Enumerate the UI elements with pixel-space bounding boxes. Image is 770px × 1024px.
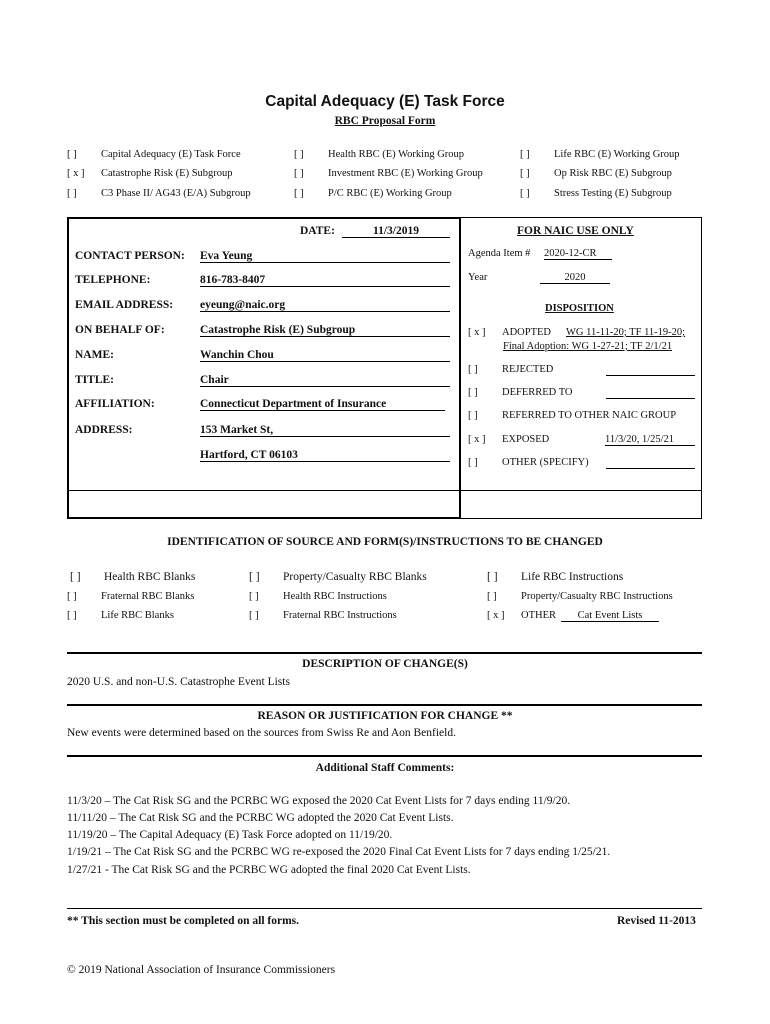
divider	[67, 704, 702, 706]
behalf-value[interactable]: Catastrophe Risk (E) Subgroup	[200, 324, 450, 337]
divider	[67, 755, 702, 757]
id-checkbox[interactable]: [ ] Health RBC Instructions	[249, 591, 387, 602]
address-label: ADDRESS:	[75, 424, 133, 436]
id-checkbox[interactable]: [ ] Life RBC Blanks	[67, 610, 174, 621]
agenda-label: Agenda Item #	[468, 248, 531, 259]
comment-line: 11/19/20 – The Capital Adequacy (E) Task Force adopted on 11/19/20.	[67, 829, 393, 841]
exposed-value: 11/3/20, 1/25/21	[605, 434, 695, 446]
rejected-line	[606, 375, 695, 376]
email-label: EMAIL ADDRESS:	[75, 299, 174, 311]
comment-line: 1/27/21 - The Cat Risk SG and the PCRBC WG adopted the final 2020 Cat Event Lists.	[67, 864, 471, 876]
affiliation-label: AFFILIATION:	[75, 398, 155, 410]
deferred-line	[606, 398, 695, 399]
disposition-other[interactable]: [ ] OTHER (SPECIFY)	[468, 457, 589, 468]
email-value[interactable]: eyeung@naic.org	[200, 299, 450, 312]
disposition-rejected[interactable]: [ ] REJECTED	[468, 364, 554, 375]
id-checkbox[interactable]: [ ] Fraternal RBC Blanks	[67, 591, 195, 602]
group-checkbox[interactable]: [ ] Health RBC (E) Working Group	[294, 149, 465, 160]
divider	[67, 908, 702, 909]
year-value[interactable]: 2020	[540, 272, 610, 284]
reason-text: New events were determined based on the sources from Swiss Re and Aon Benfield.	[67, 727, 456, 739]
id-checkbox[interactable]: [ ] Property/Casualty RBC Instructions	[487, 591, 673, 602]
id-checkbox[interactable]: [ ] Property/Casualty RBC Blanks	[249, 571, 427, 583]
title-value[interactable]: Chair	[200, 374, 450, 387]
date-value[interactable]: 11/3/2019	[342, 225, 450, 238]
comments-heading: Additional Staff Comments:	[315, 762, 455, 774]
id-checkbox-other[interactable]: [ x ] OTHER	[487, 610, 556, 621]
address-value-line2[interactable]: Hartford, CT 06103	[200, 449, 450, 462]
form-subtitle: RBC Proposal Form	[334, 115, 436, 127]
naic-heading: FOR NAIC USE ONLY	[517, 225, 634, 237]
description-text: 2020 U.S. and non-U.S. Catastrophe Event Lists	[67, 676, 290, 688]
revised-label: Revised 11-2013	[617, 915, 696, 927]
id-checkbox[interactable]: [ ] Life RBC Instructions	[487, 571, 624, 583]
disposition-heading: DISPOSITION	[545, 303, 614, 314]
adopted-value-line2: Final Adoption: WG 1-27-21; TF 2/1/21	[503, 341, 673, 352]
identification-heading: IDENTIFICATION OF SOURCE AND FORM(S)/INSTRUCTIONS TO BE CHANGED	[167, 536, 603, 548]
telephone-value[interactable]: 816-783-8407	[200, 274, 450, 287]
naic-box-divider	[461, 490, 702, 491]
group-checkbox[interactable]: [ ] Investment RBC (E) Working Group	[294, 168, 483, 179]
affiliation-value[interactable]: Connecticut Department of Insurance	[200, 398, 445, 411]
date-label: DATE:	[300, 225, 335, 237]
adopted-value: WG 11-11-20; TF 11-19-20;	[566, 327, 686, 338]
other-line	[606, 468, 695, 469]
year-label: Year	[468, 272, 488, 283]
group-checkbox[interactable]: [ ] C3 Phase II/ AG43 (E/A) Subgroup	[67, 188, 251, 199]
disposition-deferred[interactable]: [ ] DEFERRED TO	[468, 387, 573, 398]
group-checkbox[interactable]: [ ] Stress Testing (E) Subgroup	[520, 188, 672, 199]
group-checkbox[interactable]: [ ] Life RBC (E) Working Group	[520, 149, 680, 160]
copyright: © 2019 National Association of Insurance Commissioners	[67, 964, 336, 976]
title-label: TITLE:	[75, 374, 114, 386]
address-value[interactable]: 153 Market St,	[200, 424, 450, 437]
contact-label: CONTACT PERSON:	[75, 250, 185, 262]
disposition-referred[interactable]: [ ] REFERRED TO OTHER NAIC GROUP	[468, 410, 677, 421]
contact-value[interactable]: Eva Yeung	[200, 250, 450, 263]
footer-note: ** This section must be completed on all forms.	[67, 915, 300, 927]
comment-line: 11/3/20 – The Cat Risk SG and the PCRBC WG exposed the 2020 Cat Event Lists for 7 days ending 11/9/20.	[67, 795, 571, 807]
disposition-exposed[interactable]: [ x ] EXPOSED	[468, 434, 550, 445]
id-other-value: Cat Event Lists	[561, 610, 659, 622]
id-checkbox[interactable]: [ ] Health RBC Blanks	[70, 571, 196, 583]
name-value[interactable]: Wanchin Chou	[200, 349, 450, 362]
id-checkbox[interactable]: [ ] Fraternal RBC Instructions	[249, 610, 397, 621]
description-heading: DESCRIPTION OF CHANGE(S)	[302, 658, 468, 670]
comment-line: 1/19/21 – The Cat Risk SG and the PCRBC WG re-exposed the 2020 Final Cat Event Lists for 7 days ending 1/25/21.	[67, 846, 611, 858]
group-checkbox[interactable]: [ ] P/C RBC (E) Working Group	[294, 188, 452, 199]
form-title: Capital Adequacy (E) Task Force	[265, 93, 505, 110]
divider	[67, 652, 702, 654]
behalf-label: ON BEHALF OF:	[75, 324, 165, 336]
reason-heading: REASON OR JUSTIFICATION FOR CHANGE **	[257, 710, 513, 722]
group-checkbox[interactable]: [ x ] Catastrophe Risk (E) Subgroup	[67, 168, 233, 179]
comment-line: 11/11/20 – The Cat Risk SG and the PCRBC WG adopted the 2020 Cat Event Lists.	[67, 812, 454, 824]
group-checkbox[interactable]: [ ] Op Risk RBC (E) Subgroup	[520, 168, 672, 179]
disposition-adopted[interactable]: [ x ] ADOPTED	[468, 327, 551, 338]
name-label: NAME:	[75, 349, 114, 361]
agenda-value[interactable]: 2020-12-CR	[544, 248, 612, 260]
group-checkbox[interactable]: [ ] Capital Adequacy (E) Task Force	[67, 149, 241, 160]
telephone-label: TELEPHONE:	[75, 274, 151, 286]
contact-box-divider	[67, 490, 461, 491]
